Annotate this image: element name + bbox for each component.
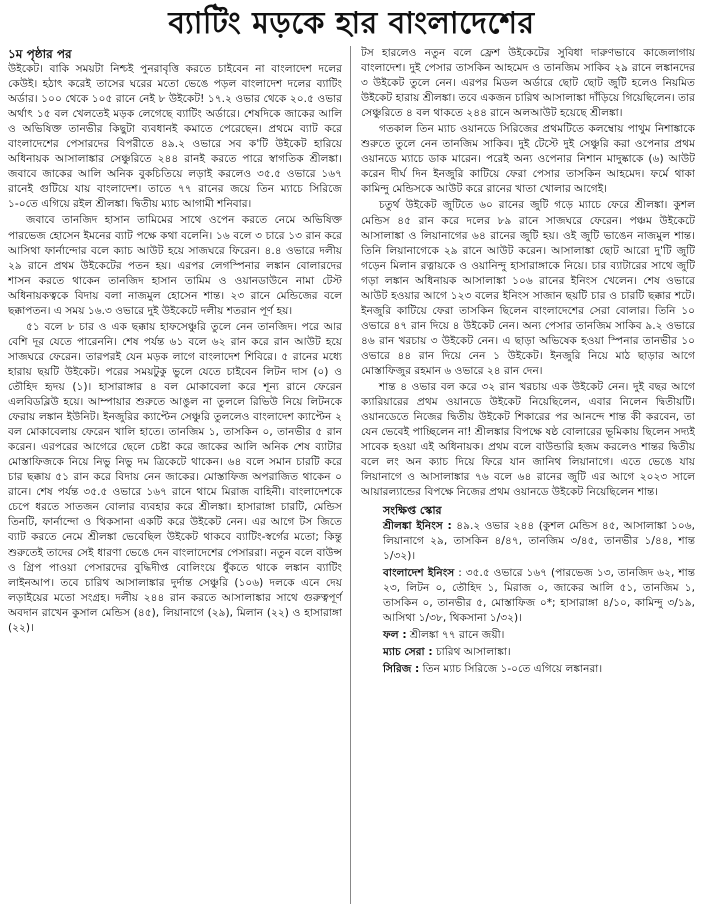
scorecard (361, 503, 695, 677)
article-paragraph: উইকেট। বাকি সময়টা নিশ্চই পুনরাবৃত্তি করতে চাইবেন না বাংলাদেশ দলের কেউই। হঠাৎ করেই তাসের ঘরের মতো ভেঙে পড়ল বাংলাদেশ দলের ব্যাটিং অর্ডার। ১০০ থেকে ১০৫ রানে নেই ৮ উইকেট! ১৭.২ ওভার থেকে ২০.৫ ওভার অর্থাৎ ১৫ বল খেলতেই মড়ক লেগেছে ব্যাটিং অর্ডারে। শেষদিকে জাকের আলি ও অভিষিক্ত তানভীর কিছুটা ব্যবধানই কমাতে পেরেছেন। প্রথমে ব্যাট করে বাংলাদেশের পেসারদের বিপরীতে ৪৯.২ ওভারে সব ক'টি উইকেট হারিয়ে অধিনায়ক আসালাঙ্কার সেঞ্চুরিতে ২৪৪ রানই করতে পারে স্বাগতিক শ্রীলঙ্কা। জবাবে জাকের আলি অনিক বুকচিতিয়ে লড়াই করলেও ৩৫.৫ ওভারে ১৬৭ রানেই গুটিয়ে যায় বাংলাদেশ। তাতে ৭৭ রানের জয়ে তিন ম্যাচে সিরিজে ১-০তে এগিয়ে রইল শ্রীলঙ্কা। দ্বিতীয় ম্যাচ আগামী শনিবার। (8, 63, 342, 211)
article-paragraph: জবাবে তানজিদ হাসান তামিমের সাথে ওপেন করতে নেমে অভিষিক্ত পারভেজ হোসেন ইমনের ব্যাট পক্ষে কথা বলেনি। ১৬ বলে ৩ চারে ১৩ রান করে আসিথা ফার্নান্দোর বলে ক্যাচ আউট হয়ে সাজঘরে ফিরেন। ৪.৪ ওভারে দলীয় ২৯ রানে প্রথম উইকেটের পতন হয়। এরপর লেগস্পিনার লঙ্কান বোলারদের শাসন করতে থাকেন তানজিদ হাসান তামিম ও ওয়ানডাউনে নামা টেস্ট অধিনায়কত্বকে বিদায় বলা নাজমুল হোসেন শান্ত। ২৩ রানে মেন্ডিজের বলে ছক্কাপতন। এ সময় ১৬.৩ ওভারে দুই উইকেটে দলীয় শতরান পূর্ণ হয়। (8, 214, 342, 317)
continuation-kicker: ১ম পৃষ্ঠার পর (8, 47, 72, 61)
article-paragraph: চতুর্থ উইকেট জুটিতে ৬০ রানের জুটি গড়ে ম্যাচে ফেরে শ্রীলঙ্কা। কুশল মেন্ডিস ৪৫ রান করে দলের ৮৯ রানে সাজঘরে ফেরেন। পঞ্চম উইকেটে আসালাঙ্কা ও লিয়ানাগের ৬৪ রানের জুটি হয়। ওই জুটি ভাঙেন নাজমুল শান্ত। তিনি লিয়ানাগেকে ২৯ রানে আউট করেন। আসালাঙ্কা ছোট আরো দু'টি জুটি গড়েন মিলান রত্নায়কে ও ওয়ানিন্দু হাসারাঙ্গাকে নিয়ে। চার ব্যাটারের সাথে জুটি গড়া লঙ্কান অধিনায়ক আসালাঙ্কা ১০৬ রানের ইনিংস খেলেন। শেষ ওভারে আউট হওয়ার আগে ১২৩ বলের ইনিংস সাজান ছয়টি চার ও চারটি ছক্কার শটে। ইনজুরি কাটিয়ে ফেরা তাসকিন ছিলেন বাংলাদেশের সেরা বোলার। তিনি ১০ ওভারে ৪৭ রান দিয়ে ৪ উইকেট নেন। অন্য পেসার তানজিম সাকিব ৯.২ ওভারে ৪৬ রান খরচায় ৩ উইকেট নেন। এ ছাড়া অভিষেক হওয়া স্পিনার তানভীর ১০ ওভারে ৪৪ রান দিয়ে নেন ১ উইকেট। ইনজুরি নিয়ে মাঠ ছাড়ার আগে মোস্তাফিজুর রহমান ৬ ওভারে ২৪ রান দেন। (361, 199, 695, 377)
left-column (8, 46, 351, 904)
score-sri-lanka-text: ৪৯.২ ওভার ২৪৪ (কুশল মেন্ডিস ৪৫, আসালাঙ্কা ১০৬, লিয়ানাগে ২৯, তাসকিন ৪/৪৭, তানজিম ৩/৪৫, তানভীর ১/৪৪, শান্ত ১/৩২)। (383, 520, 695, 563)
scorecard-title: সংক্ষিপ্ত স্কোর (383, 504, 442, 518)
score-potm-label: ম্যাচ সেরা : (383, 646, 433, 659)
article-paragraph: শান্ত ৪ ওভার বল করে ৩২ রান খরচায় এক উইকেট নেন। দুই বছর আগে ক্যারিয়ারের প্রথম ওয়ানডে উইকেট নিয়েছিলেন, এবার নিলেন দ্বিতীয়টি। ওয়ানডেতে নিজের দ্বিতীয় উইকেট শিকারের পর আনন্দে শান্ত কী করবেন, তা যেন ভেবেই পাচ্ছিলেন না! শ্রীলঙ্কার বিপক্ষে ষষ্ঠ বোলারের ভূমিকায় ছিলেন সদ্যই সাবেক হওয়া এই অধিনায়ক। প্রথম বলে বাউন্ডারি হজম করলেও শান্তর দ্বিতীয় বলে লং অন ক্যাচ দিয়ে ফিরে যান জানিথ লিয়ানাগে। এতে ভেঙে যায় লিয়ানাগে ও আসালাঙ্কার ৭৬ বলে ৬৪ রানের জুটি এর আগে ২০২৩ সালে আয়ারল্যান্ডের বিপক্ষে নিজের প্রথম ওয়ানডে উইকেট নিয়েছিলেন শান্ত। (361, 381, 695, 499)
score-sri-lanka-label: শ্রীলঙ্কা ইনিংস : (383, 520, 452, 533)
score-bangladesh (361, 566, 695, 626)
score-series-text: তিন ম্যাচ সিরিজে ১-০তে এগিয়ে লঙ্কানরা। (422, 663, 603, 676)
score-result (361, 628, 695, 643)
right-column (361, 46, 695, 904)
score-bangladesh-text: : ৩৫.৫ ওভারে ১৬৭ (পারভেজ ১৩, তানজিদ ৬২, শান্ত ২৩, লিটন ০, তৌহিদ ১, মিরাজ ০, জাকের আলি ৫১, তানজিম ১, তাসকিন ০, তানভীর ৫, মোস্তাফিজ ০*; হাসারাঙ্গা ৪/১০, কামিন্দু ৩/১৯, আসিথা ১/৩৮, থিকসানা ১/৩২)। (383, 567, 695, 625)
article-paragraph: ৫১ বলে ৮ চার ও এক ছক্কায় হাফসেঞ্চুরি তুলে নেন তানজিদ। পরে আর বেশি দূর যেতে পারেননি। শেষ পর্যন্ত ৬১ বলে ৬২ রান করে রান আউট হয়ে সাজঘরে ফেরেন। তারপরই যেন মড়ক লাগে বাংলাদেশ শিবিরে। ৫ রানের মধ্যে হারায় ছয়টি উইকেট। পরের সময়টুকু ভুলে যেতে চাইবেন লিটন দাস (০) ও তৌহিদ হৃদয় (১)। হাসারাঙ্গার ৪ বল মোকাবেলা করে শূন্য রানে ফেরেন এলবিডব্লিউ হয়ে। আম্পায়ার শুরুতে আঙুল না তুললে রিভিউ নিয়ে লিটনকে ফেরায় লঙ্কান ইউনিট। ইনজুরির ক্যাপ্টেন সেঞ্চুরি তুললেও বাংলাদেশ ক্যাপ্টেন ২ বল মোকাবেলায় ফেরেন খালি হাতে। তানজিম ১, তাসকিন ০, তানভীর ৫ রান করেন। এরপরের আগেরে ছেলে চেষ্টা করে জাকের আলি অনিক শেষ ব্যাটার মোস্তাফিজকে নিয়ে নিভু নিভু দম ত্রিকেটে থাকেন। ৬৪ বলে সমান চারটি করে চার ছক্কায় ৫১ রান করে বিদায় নেন জাকের। মোস্তাফিজ অপরাজিত থাকেন ০ রানে। শেষ পর্যন্ত ৩৫.৫ ওভারে ১৬৭ রানে থামে মিরাজ বাহিনী। বাংলাদেশকে চেপে ধরতে সাতজন বোলার ব্যবহার করে শ্রীলঙ্কা। হাসারাঙ্গা চারটি, মেন্ডিস তিনটি, ফার্নান্দো ও থিকসানা একটি করে উইকেট নেন। এর আগে টস জিতে ব্যাট করতে নেমে শ্রীলঙ্কা ভেবেছিল উইকেট থাকবে ব্যাটিং-স্বর্গের মতো; কিন্তু শুরুতেই তাদের সেই ধারণা ভেঙে দেন বাংলাদেশের পেসাররা। নতুন বলে বাউন্স ও গ্রিপ পাওয়া পেসারদের বুদ্ধিদীপ্ত বোলিংয়ে ধুঁকতে থাকে লঙ্কান ব্যাটিং লাইনআপ। তবে চারিথ আসালাঙ্কার দুর্দান্ত সেঞ্চুরি (১০৬) দলকে এনে দেয় লড়াইয়ের মতো সংগ্রহ। দলীয় ২৪৪ রান করতে আসালাঙ্কার সাথে গুরুত্বপূর্ণ অবদান রাখেন কুসাল মেন্ডিস (৪৫), লিয়ানাগে (২৯), মিলান (২২) ও হাসারাঙ্গা (২২)। (8, 320, 342, 634)
article-paragraph: টস হারলেও নতুন বলে ফ্রেশ উইকেটের সুবিধা দারুণভাবে কাজেলাগায় বাংলাদেশ। দুই পেসার তাসকিন আহমেদ ও তানজিম সাকিব ২৯ রানে লঙ্কানদের ৩ উইকেট তুলে নেন। এরপর মিডল অর্ডারে ছোট ছোট জুটি হলেও নিয়মিত উইকেট হারায় শ্রীলঙ্কা। তবে একজন চারিথ আসালাঙ্কা দাঁড়িয়ে গিয়েছিলেন। তার সেঞ্চুরিতে ৪ বল থাকতে ২৪৪ রানে অলআউট হয়েছে শ্রীলঙ্কা। (361, 47, 695, 120)
article-paragraph: গতকাল তিন ম্যাচ ওয়ানডে সিরিজের প্রথমটিতে কলম্বোয় পাথুম নিশাঙ্কাকে শুরুতে তুলে নেন তানজিম সাকিব। দুই টেস্টে দুই সেঞ্চুরি করা ওপেনার প্রথম ওয়ানডে ম্যাচে ডাক মারেন। পরেই অন্য ওপেনার নিশান মাদুষ্কাকে (৬) আউট করেন দীর্ঘ দিন ইনজুরি কাটিয়ে ফেরা পেসার তাসকিন আহমেদ। ফর্মে থাকা কামিন্দু মেন্ডিসকে আউট করে রানের খাতা খোলার আগেই। (361, 123, 695, 196)
score-series-label: সিরিজ : (383, 663, 420, 676)
score-result-label: ফল : (383, 629, 407, 642)
score-series (361, 662, 695, 677)
score-player-of-match (361, 645, 695, 660)
score-potm-text: চারিথ আসালাঙ্কা। (435, 646, 511, 659)
article-columns (8, 46, 695, 904)
score-result-text: শ্রীলঙ্কা ৭৭ রানে জয়ী। (409, 629, 505, 642)
headline: ব্যাটিং মড়কে হার বাংলাদেশের (168, 6, 535, 41)
score-sri-lanka (361, 519, 695, 564)
score-bangladesh-label: বাংলাদেশ ইনিংস (383, 567, 455, 580)
